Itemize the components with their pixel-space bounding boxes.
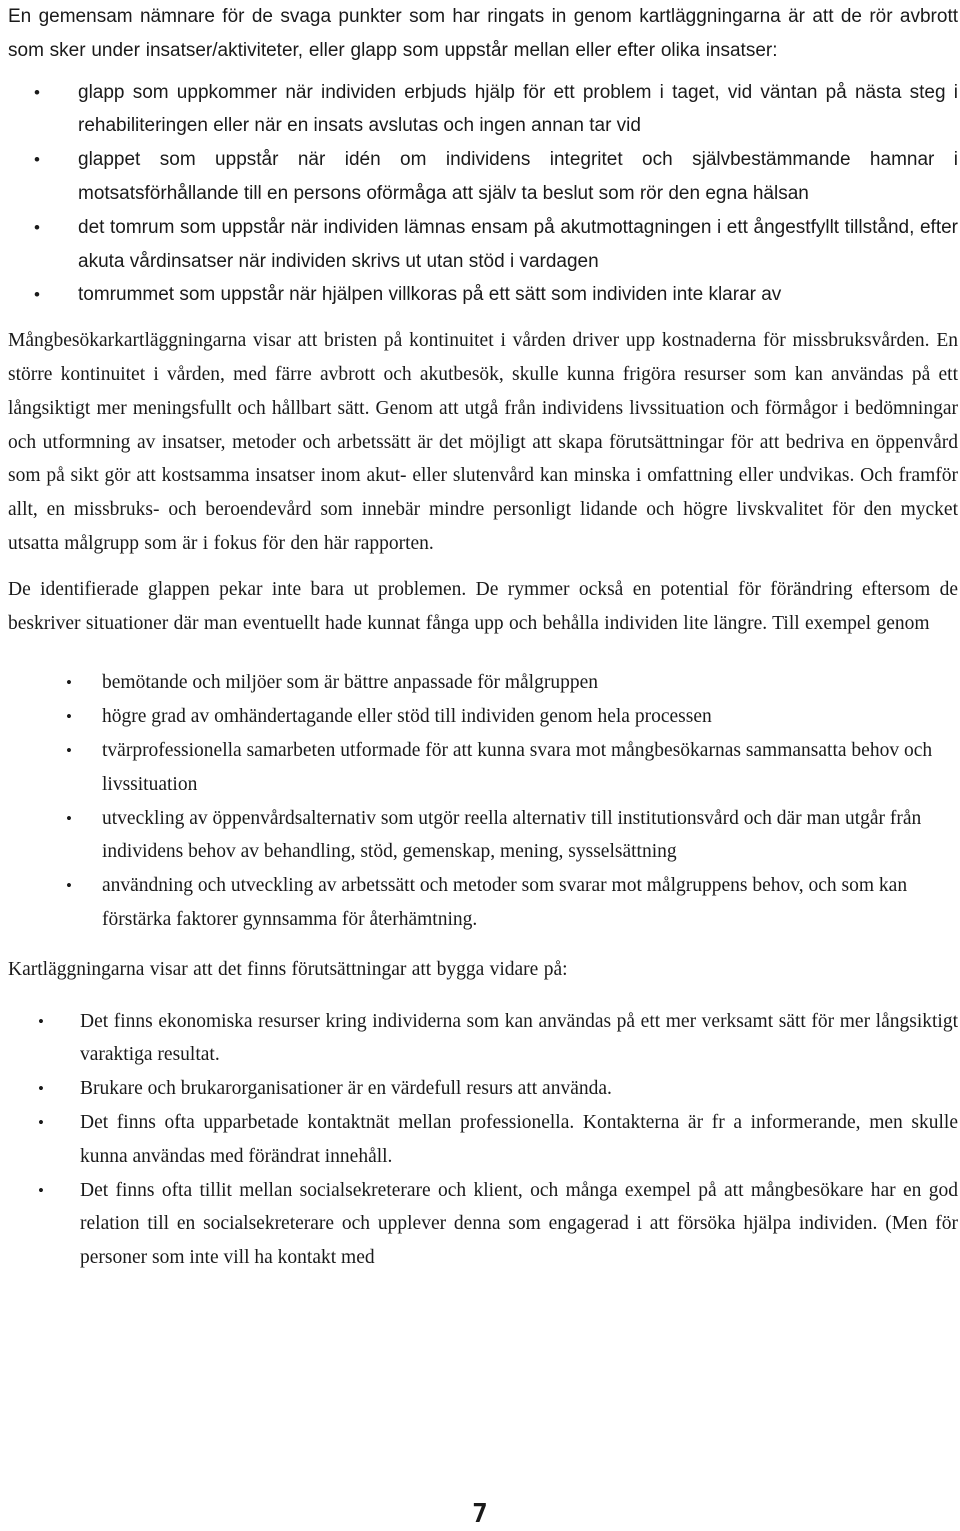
list-item: • Det finns ofta upparbetade kontaktnät mellan professionella. Kontakterna är fr a informerande, men skulle kunna användas med förändrat innehåll. — [8, 1106, 958, 1174]
list-item: • utveckling av öppenvårdsalternativ som utgör reella alternativ till institutionsvård och där man utgår från individens behov av behandling, stöd, gemenskap, mening, sysselsättning — [8, 802, 958, 870]
bullet-icon: • — [38, 1079, 44, 1099]
bullet-icon: • — [34, 82, 40, 102]
conditions-list — [8, 1005, 958, 1275]
list-item: • glappet som uppstår när idén om individens integritet och självbestämmande hamnar i motsatsförhållande till en persons oförmåga att själv ta beslut som rör den egna hälsan — [8, 143, 958, 211]
gaps-list — [8, 76, 958, 313]
list-item: • bemötande och miljöer som är bättre anpassade för målgruppen — [8, 666, 958, 700]
examples-list — [8, 666, 958, 936]
list-item: • tomrummet som uppstår när hjälpen villkoras på ett sätt som individen inte klarar av — [8, 278, 958, 312]
bullet-icon: • — [66, 808, 72, 828]
document-page — [8, 0, 958, 1275]
continuity-paragraph: Mångbesökarkartläggningarna visar att bristen på kontinuitet i vården driver upp kostnaderna för missbruksvården. En större kontinuitet i vården, med färre avbrott och akutbesök, skulle kunna frigöra resurser som kan användas på ett långsiktigt mer meningsfullt och hållbart sätt. Genom att utgå från individens livssituation och förmågor i bedömningar och utformning av insatser, metoder och arbetssätt är det möjligt att skapa förutsättningar för att bedriva en öppenvård som på sikt gör att kostsamma insatser inom akut- eller slutenvård kan minska i omfattning eller undvikas. Och framför allt, en missbruks- och beroendevård som innebär mindre personligt lidande och högre livskvalitet för den mycket utsatta målgrupp som är i fokus för den här rapporten. — [8, 330, 958, 554]
prerequisites-intro: Kartläggningarna visar att det finns förutsättningar att bygga vidare på: — [8, 958, 568, 980]
bullet-icon: • — [66, 876, 72, 896]
bullet-icon: • — [34, 150, 40, 170]
bullet-icon: • — [38, 1011, 44, 1031]
bullet-icon: • — [66, 673, 72, 693]
list-item: • användning och utveckling av arbetssätt och metoder som svarar mot målgruppens behov, och som kan förstärka faktorer gynnsamma för återhämtning. — [8, 869, 958, 937]
bullet-icon: • — [66, 707, 72, 727]
list-item: • Det finns ekonomiska resurser kring individerna som kan användas på ett mer verksamt sätt för mer långsiktigt varaktiga resultat. — [8, 1005, 958, 1073]
page-number: 7 — [472, 1499, 488, 1529]
list-item: • Brukare och brukarorganisationer är en värdefull resurs att använda. — [8, 1072, 958, 1106]
intro-paragraph: En gemensam nämnare för de svaga punkter som har ringats in genom kartläggningarna är att de rör avbrott som sker under insatser/aktiviteter, eller glapp som uppstår mellan eller efter olika insatser: — [8, 6, 958, 61]
list-item: • tvärprofessionella samarbeten utformade för att kunna svara mot mångbesökarnas sammansatta behov och livssituation — [8, 734, 958, 802]
potential-paragraph: De identifierade glappen pekar inte bara ut problemen. De rymmer också en potential för förändring eftersom de beskriver situationer där man eventuellt hade kunnat fånga upp och behålla individen lite längre. Till exempel genom — [8, 578, 958, 634]
bullet-icon: • — [34, 217, 40, 237]
bullet-icon: • — [66, 740, 72, 760]
list-item: • det tomrum som uppstår när individen lämnas ensam på akutmottagningen i ett ångestfyllt tillstånd, efter akuta vårdinsatser när individen skrivs ut utan stöd i vardagen — [8, 211, 958, 279]
list-item: • glapp som uppkommer när individen erbjuds hjälp för ett problem i taget, vid väntan på nästa steg i rehabiliteringen eller när en insats avslutas och ingen annan tar vid — [8, 76, 958, 144]
bullet-icon: • — [38, 1112, 44, 1132]
list-item: • högre grad av omhändertagande eller stöd till individen genom hela processen — [8, 700, 958, 734]
bullet-icon: • — [38, 1180, 44, 1200]
list-item: • Det finns ofta tillit mellan socialsekreterare och klient, och många exempel på att mångbesökare har en god relation till en socialsekreterare och upplever denna som engagerad i att försöka hjälpa individen. (Men för personer som inte vill ha kontakt med — [8, 1174, 958, 1275]
bullet-icon: • — [34, 285, 40, 305]
